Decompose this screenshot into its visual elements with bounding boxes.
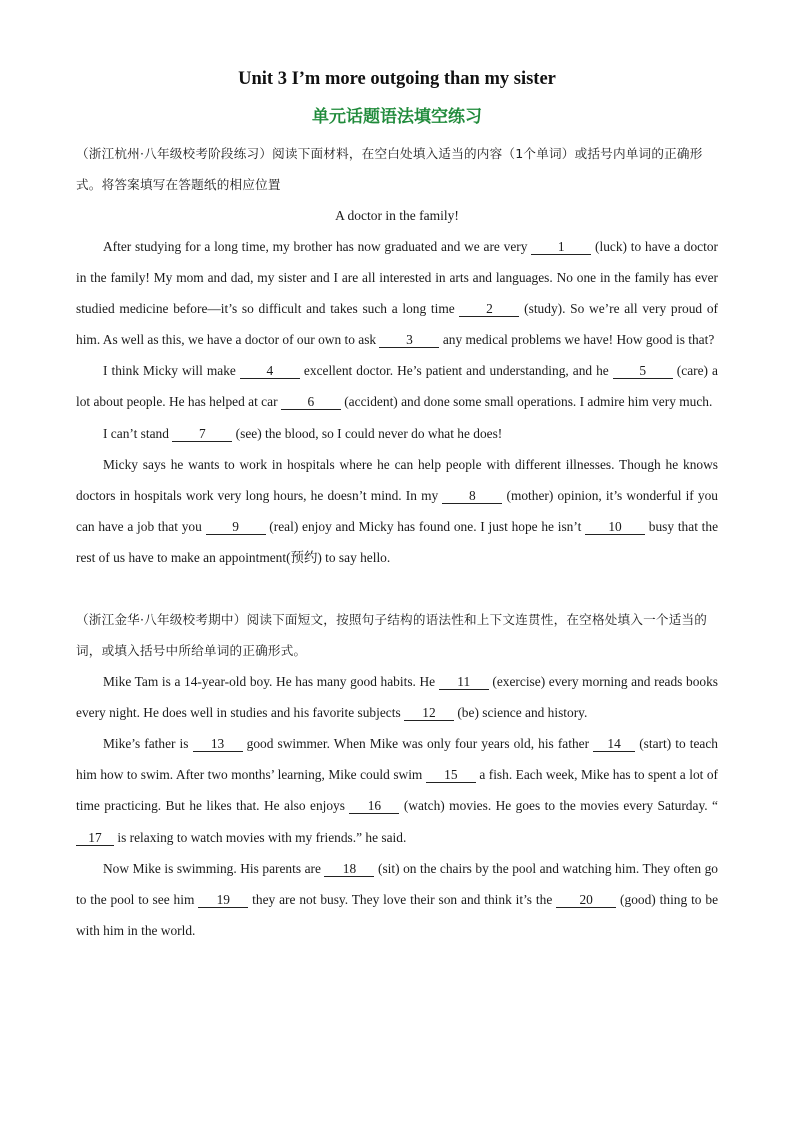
s1-paragraph-3: I can’t stand 7 (see) the blood, so I could never do what he does! — [103, 425, 503, 441]
section2-instruction: （浙江金华·八年级校考期中）阅读下面短文，按照句子结构的语法性和上下文连贯性，在空格处填入一个适当的词，或填入括号中所给单词的正确形式。 — [76, 612, 708, 659]
blank-15[interactable]: 15 — [426, 767, 476, 783]
blank-4[interactable]: 4 — [240, 363, 300, 379]
section1-instruction: （浙江杭州·八年级校考阶段练习）阅读下面材料，在空白处填入适当的内容（1个单词）或括号内单词的正确形式。将答案填写在答题纸的相应位置 — [76, 146, 703, 192]
blank-2[interactable]: 2 — [459, 301, 519, 317]
blank-11[interactable]: 11 — [439, 674, 489, 690]
blank-3[interactable]: 3 — [379, 332, 439, 348]
document-page — [76, 64, 718, 946]
s2-paragraph-1: Mike Tam is a 14-year-old boy. He has many good habits. He 11 (exercise) every morning and reads books every night. He does well in studies and his favorite subjects 12 (be) science and history. — [76, 674, 718, 721]
blank-6[interactable]: 6 — [281, 394, 341, 410]
blank-16[interactable]: 16 — [349, 798, 399, 814]
blank-14[interactable]: 14 — [593, 736, 635, 752]
s2-paragraph-3: Now Mike is swimming. His parents are 18 (sit) on the chairs by the pool and watching him. They often go to the pool to see him 19 they are not busy. They love their son and think it’s the 20 (good) thing to be with him in the world. — [76, 860, 719, 938]
blank-10[interactable]: 10 — [585, 519, 645, 535]
blank-20[interactable]: 20 — [556, 892, 616, 908]
blank-8[interactable]: 8 — [442, 488, 502, 504]
blank-19[interactable]: 19 — [198, 892, 248, 908]
s1-paragraph-4: Micky says he wants to work in hospitals where he can help people with different illnesses. Though he knows doctors in hospitals work very long hours, he doesn’t mind. In my 8 (mother) opinion, it’s wonderful if you can have a job that you 9 (real) enjoy and Micky has found one. I just hope he isn’t 10 busy that the rest of us have to make an appointment(预约) to say hello. — [76, 456, 719, 565]
blank-1[interactable]: 1 — [531, 239, 591, 255]
s1-paragraph-2: I think Micky will make 4 excellent doctor. He’s patient and understanding, and he 5 (care) a lot about people. He has helped at car 6 (accident) and done some small operations. I admire him very much. — [76, 363, 718, 410]
s2-paragraph-2: Mike’s father is 13 good swimmer. When Mike was only four years old, his father 14 (start) to teach him how to swim. After two months’ learning, Mike could swim 15 a fish. Each week, Mike has to spent a lot of time practicing. But he likes that. He also enjoys 16 (watch) movies. He goes to the movies every Saturday. “ 17 is relaxing to watch movies with my friends.” he said. — [76, 736, 718, 845]
s1-paragraph-1: After studying for a long time, my brother has now graduated and we are very 1 (luck) to have a doctor in the family! My mom and dad, my sister and I are all interested in arts and languages. No one in the family has ever studied medicine before—it’s so difficult and takes such a long time 2 (study). So we’re all very proud of him. As well as this, we have a doctor of our own to ask 3 any medical problems we have! How good is that? — [76, 239, 718, 348]
page-subtitle: 单元话题语法填空练习 — [312, 107, 482, 126]
blank-17[interactable]: 17 — [76, 830, 114, 846]
blank-9[interactable]: 9 — [206, 519, 266, 535]
blank-12[interactable]: 12 — [404, 705, 454, 721]
passage-title: A doctor in the family! — [335, 208, 459, 223]
page-title: Unit 3 I’m more outgoing than my sister — [238, 69, 556, 89]
blank-7[interactable]: 7 — [172, 426, 232, 442]
blank-13[interactable]: 13 — [193, 736, 243, 752]
blank-5[interactable]: 5 — [613, 363, 673, 379]
blank-18[interactable]: 18 — [324, 861, 374, 877]
section-spacer — [76, 573, 718, 604]
